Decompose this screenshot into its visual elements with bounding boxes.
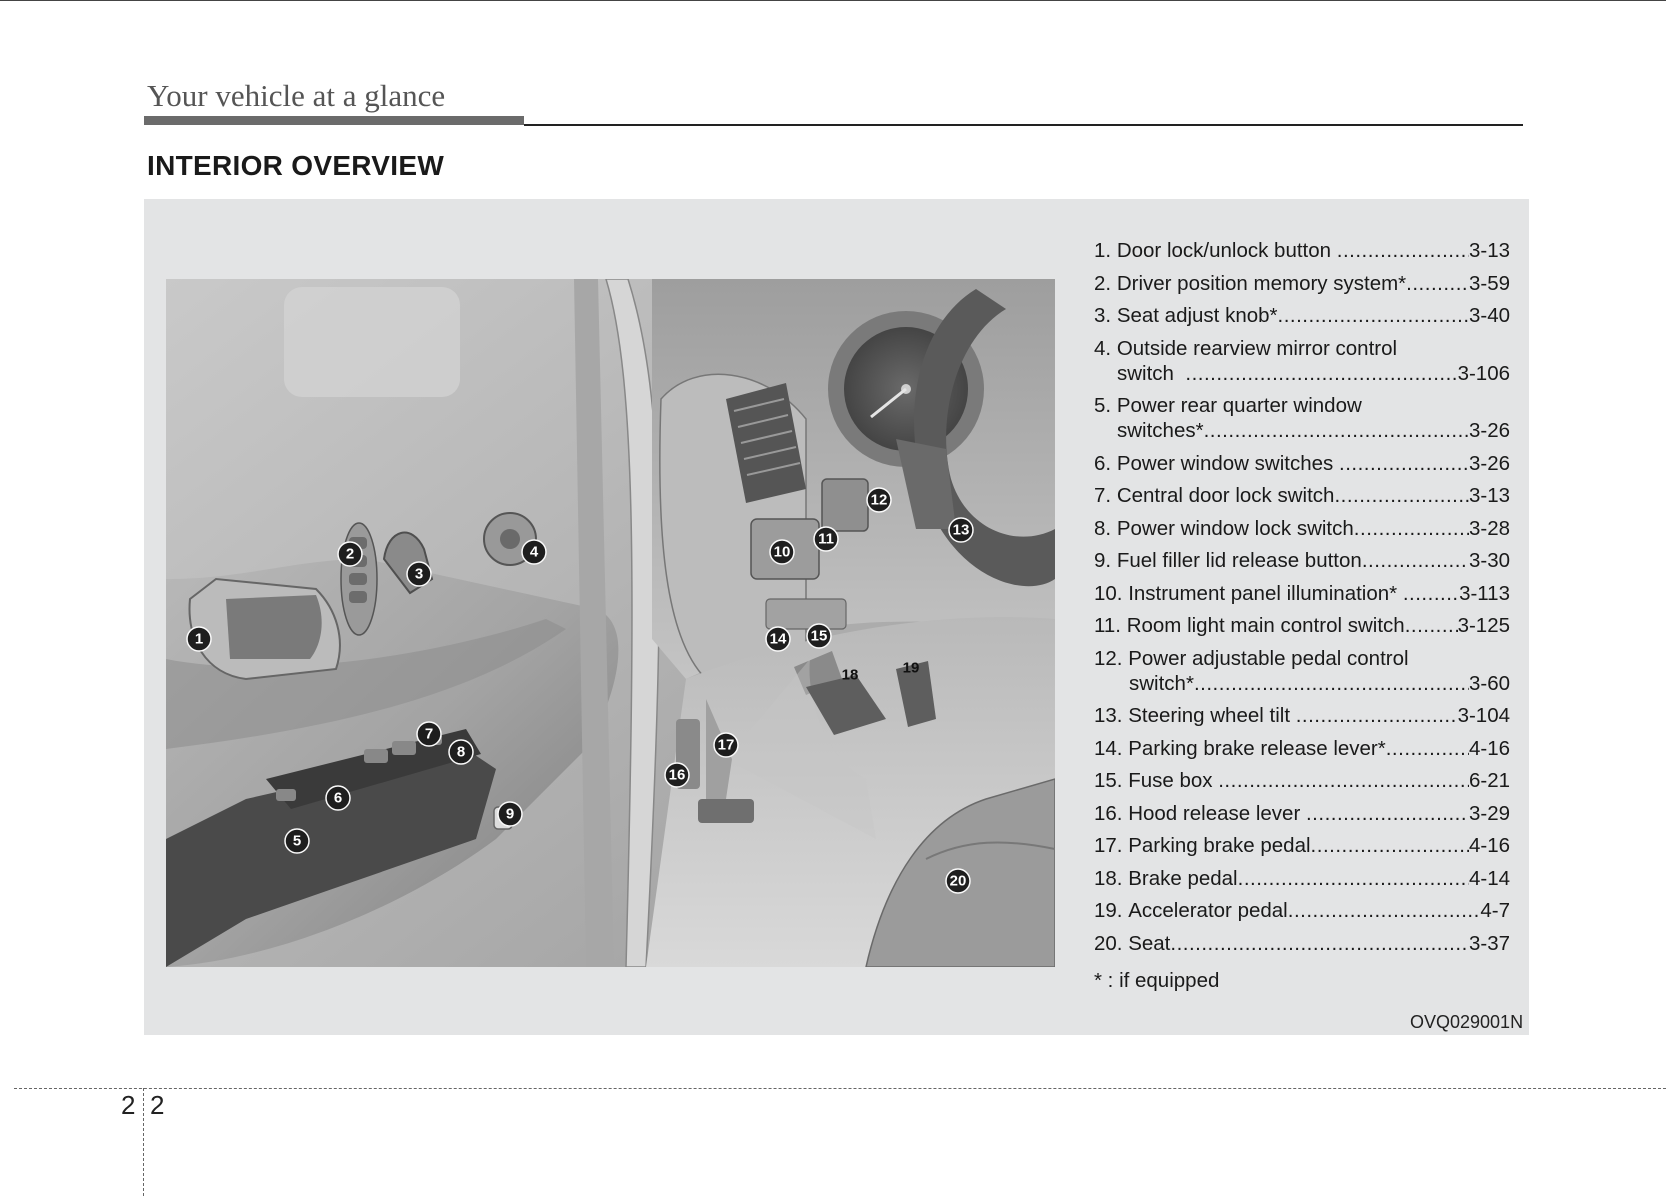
legend-item-20: 20. Seat ..... 3-37 <box>1094 931 1510 956</box>
svg-text:3: 3 <box>414 565 424 583</box>
page-number: 2 <box>150 1090 165 1120</box>
legend-item-8: 8. Power window lock switch ..... 3-28 <box>1094 516 1510 541</box>
page-ref: 3-106 <box>1457 361 1510 385</box>
legend-item-14: 14. Parking brake release lever* ..... 4-16 <box>1094 736 1510 761</box>
page-ref: 3-125 <box>1457 614 1510 637</box>
legend-item-13: 13. Steering wheel tilt ..... 3-104 <box>1094 703 1510 728</box>
svg-text:13: 13 <box>952 521 970 539</box>
svg-text:8: 8 <box>456 743 466 761</box>
legend-item-12: 12. Power adjustable pedal control switch* ..... 3-60 <box>1094 646 1510 696</box>
svg-text:4: 4 <box>529 543 539 561</box>
svg-text:20: 20 <box>949 872 967 890</box>
page-ref: 3-40 <box>1468 304 1510 327</box>
window-reflection <box>284 287 460 397</box>
page-ref: 4-7 <box>1480 899 1510 922</box>
page-ref: 3-28 <box>1468 516 1510 540</box>
legend-item-4: 4. Outside rearview mirror control switch ..... 3-106 <box>1094 336 1510 386</box>
mirror-control-joystick <box>500 529 520 549</box>
callout-3 <box>407 562 431 586</box>
quarter-window-switch <box>276 789 296 801</box>
page-ref: 3-60 <box>1468 671 1510 695</box>
legend-item-7: 7. Central door lock switch ..... 3-13 <box>1094 483 1510 508</box>
svg-text:10: 10 <box>773 543 791 561</box>
legend-item-10: 10. Instrument panel illumination* ..... 3-113 <box>1094 581 1510 606</box>
header-rule <box>524 124 1523 126</box>
svg-text:12: 12 <box>870 491 888 509</box>
section-title: INTERIOR OVERVIEW <box>147 150 445 181</box>
svg-text:18: 18 <box>841 666 859 684</box>
page-ref: 3-113 <box>1459 581 1510 605</box>
callout-4 <box>522 540 546 564</box>
fuse-box-cover <box>766 599 846 629</box>
page-ref: 3-59 <box>1468 271 1510 295</box>
top-rule <box>0 0 1666 1</box>
window-switch-a <box>364 749 388 763</box>
chapter-number: 2 <box>121 1090 136 1120</box>
legend-item-9: 9. Fuel filler lid release button ..... 3-30 <box>1094 548 1510 573</box>
svg-text:14: 14 <box>769 630 787 648</box>
legend-item-6: 6. Power window switches ..... 3-26 <box>1094 451 1510 476</box>
callout-20 <box>946 869 970 893</box>
legend-item-17: 17. Parking brake pedal ..... 4-16 <box>1094 833 1510 858</box>
callout-15 <box>807 624 831 648</box>
pedal-control-switch <box>822 479 868 531</box>
chapter-header-title: Your vehicle at a glance <box>147 78 446 113</box>
legend-item-2: 2. Driver position memory system* ..... 3-59 <box>1094 271 1510 296</box>
callout-14 <box>766 627 790 651</box>
footer-dashed-divider <box>143 1088 144 1196</box>
page-ref: 3-37 <box>1468 931 1510 955</box>
page-ref: 4-16 <box>1468 834 1510 857</box>
page-ref: 6-21 <box>1468 769 1510 792</box>
component-legend <box>1094 238 1510 963</box>
svg-text:19: 19 <box>902 659 920 677</box>
svg-text:2: 2 <box>345 545 355 563</box>
window-switch-b <box>392 741 416 755</box>
page-ref: 3-30 <box>1468 549 1510 572</box>
memory-button-set <box>349 573 367 585</box>
memory-button-3 <box>349 591 367 603</box>
page-ref: 3-13 <box>1468 484 1510 507</box>
page-ref: 4-14 <box>1468 866 1510 890</box>
legend-item-18: 18. Brake pedal ..... 4-14 <box>1094 866 1510 891</box>
svg-text:15: 15 <box>810 627 828 645</box>
parking-brake-pedal <box>698 799 754 823</box>
legend-item-19: 19. Accelerator pedal ..... 4-7 <box>1094 898 1510 923</box>
callout-16 <box>665 763 689 787</box>
svg-text:6: 6 <box>333 789 343 807</box>
interior-illustration <box>166 279 1055 967</box>
svg-text:5: 5 <box>292 832 302 850</box>
callout-9 <box>498 802 522 826</box>
callout-13 <box>949 518 973 542</box>
callout-7 <box>417 722 441 746</box>
page-ref: 3-104 <box>1457 704 1510 727</box>
callout-1 <box>187 627 211 651</box>
svg-text:17: 17 <box>717 736 735 754</box>
svg-text:7: 7 <box>424 725 434 743</box>
door-handle <box>226 595 322 659</box>
callout-5 <box>285 829 309 853</box>
callout-10 <box>770 540 794 564</box>
page-ref: 3-26 <box>1468 419 1510 442</box>
callout-11 <box>814 527 838 551</box>
callout-6 <box>326 786 350 810</box>
callout-17 <box>714 733 738 757</box>
svg-text:11: 11 <box>818 530 834 548</box>
legend-item-15: 15. Fuse box ..... 6-21 <box>1094 768 1510 793</box>
legend-item-5: 5. Power rear quarter window switches* ..... 3-26 <box>1094 393 1510 443</box>
legend-item-16: 16. Hood release lever ..... 3-29 <box>1094 801 1510 826</box>
svg-text:9: 9 <box>505 805 515 823</box>
footer-dashed-rule <box>14 1088 1666 1089</box>
callout-12 <box>867 488 891 512</box>
header-bar-accent <box>144 116 524 125</box>
svg-text:16: 16 <box>668 766 686 784</box>
page-ref: 3-29 <box>1468 801 1510 825</box>
legend-item-11: 11. Room light main control switch ..... 3-125 <box>1094 613 1510 638</box>
callout-2 <box>338 542 362 566</box>
footnote: * : if equipped <box>1094 969 1220 992</box>
page-ref: 4-16 <box>1468 736 1510 760</box>
legend-item-1: 1. Door lock/unlock button ..... 3-13 <box>1094 238 1510 263</box>
page-ref: 3-26 <box>1468 451 1510 475</box>
callout-8 <box>449 740 473 764</box>
legend-item-3: 3. Seat adjust knob* ..... 3-40 <box>1094 303 1510 328</box>
svg-text:1: 1 <box>194 630 204 648</box>
figure-code: OVQ029001N <box>1410 1012 1524 1032</box>
page-ref: 3-13 <box>1468 239 1510 262</box>
